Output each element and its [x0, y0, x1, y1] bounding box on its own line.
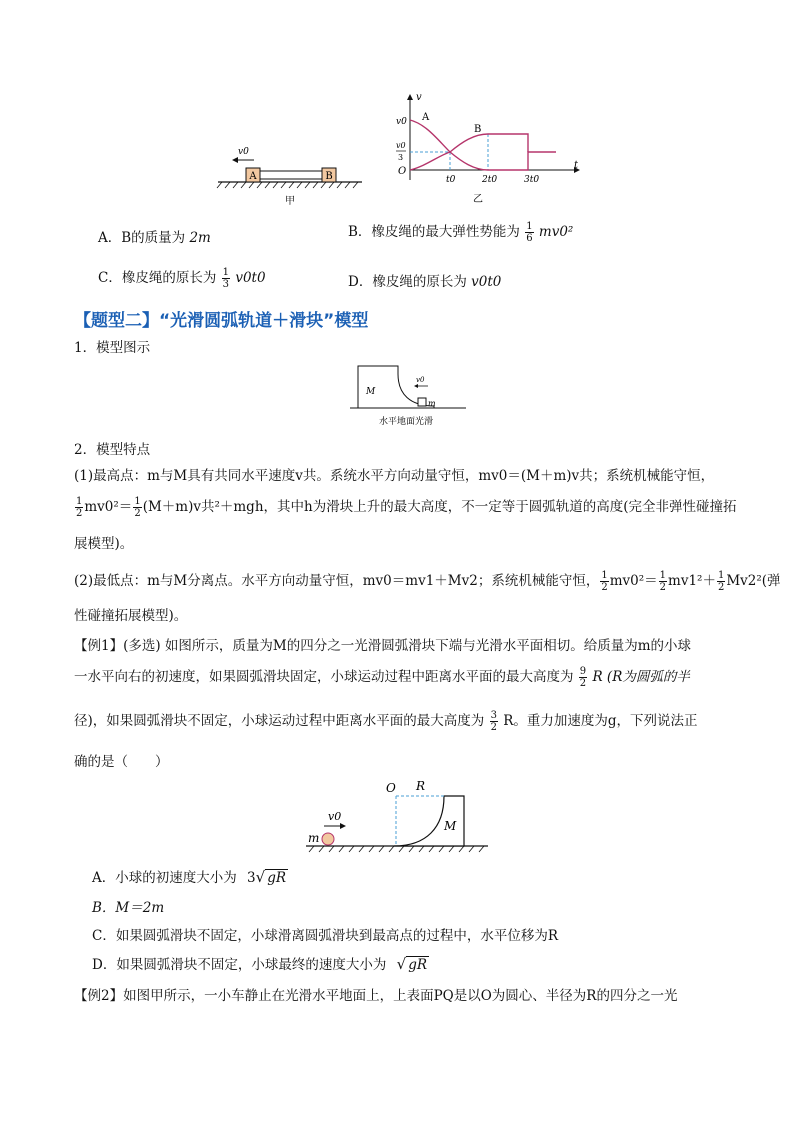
t3-label: 3t0: [524, 175, 540, 185]
arc-M-label: M: [444, 819, 457, 833]
option-2c: C．如果圆弧滑块不固定，小球滑离圆弧滑块到最高点的过程中，水平位移为R: [92, 928, 558, 944]
figure-jia-caption: 甲: [285, 196, 295, 207]
ball: [322, 833, 334, 845]
option-1b-fraction: $\frac{1}{6}$: [526, 221, 533, 244]
t0-label: t0: [446, 175, 456, 185]
option-1d-text: D．橡皮绳的原长为: [348, 274, 467, 290]
ex1-line2: 一水平向右的初速度，如果圆弧滑块固定，小球运动过程中距离水平面的最大高度为 $\frac{9}{2}$ R (R为圆弧的半: [74, 666, 690, 689]
option-2a: A．小球的初速度大小为 3√ gR: [92, 868, 287, 886]
model-M-label: M: [366, 387, 376, 397]
option-1c-text: C．橡皮绳的原长为: [98, 270, 217, 286]
option-1b-tail: mv0²: [538, 224, 574, 240]
model-m-label: m: [428, 399, 436, 408]
curve-a-label: A: [422, 112, 430, 123]
model-v0-label: v0: [416, 376, 425, 384]
option-1d-tail: v0t0: [471, 274, 502, 290]
model-figure: [348, 360, 468, 432]
t2-label: 2t0: [482, 175, 498, 185]
option-1c-tail: v0t0: [235, 270, 266, 286]
option-1a-text: A．B的质量为: [98, 230, 186, 246]
figure-jia: [210, 140, 370, 210]
v0-third-num: v0: [396, 141, 406, 150]
para1-line3: 展模型)。: [74, 536, 134, 552]
figure-yi-vt-graph: [386, 90, 586, 208]
model-small-block: [418, 398, 426, 406]
block-a-label: A: [249, 171, 257, 182]
option-1c-fraction: $\frac{1}{3}$: [222, 267, 230, 290]
ex2-line1: 【例2】如图甲所示，一小车静止在光滑水平地面上，上表面PQ是以O为圆心、半径为R的四分之一光: [74, 988, 678, 1004]
option-1b: [348, 220, 573, 244]
v0-third-den: 3: [398, 153, 404, 162]
section-heading: 【题型二】“光滑圆弧轨道＋滑块”模型: [74, 311, 369, 331]
option-2d: D．如果圆弧滑块不固定，小球最终的速度大小为 √ gR: [92, 955, 427, 973]
curve-a: [410, 120, 556, 170]
option-1d: [348, 270, 501, 290]
arc-m-label: m: [308, 831, 320, 845]
origin-label: O: [398, 166, 407, 177]
para2-line2: 性碰撞拓展模型)。: [74, 608, 188, 624]
arrow-v0-label: v0: [238, 147, 249, 157]
arc-O-label: O: [386, 781, 396, 795]
option-1a-value: 2m: [189, 230, 211, 246]
block-b-label: B: [325, 171, 333, 182]
axis-t-label: t: [574, 160, 579, 171]
para1-line1: (1)最高点：m与M具有共同水平速度v共。系统水平方向动量守恒，mv0＝(M＋m)v共；系统机械能守恒，: [74, 468, 715, 484]
arc-figure: [304, 776, 494, 856]
option-2b: B．M＝2m: [92, 900, 165, 916]
para1-line2: $\frac{1}{2}$ mv0²＝ $\frac{1}{2}$ (M＋m)v共²＋mgh，其中h为滑块上升的最大高度，不一定等于圆弧轨道的高度(完全非弹性碰撞拓: [76, 496, 737, 519]
v0-tick-label: v0: [396, 117, 407, 127]
figure-yi-caption: 乙: [473, 194, 483, 205]
option-1c: [98, 266, 266, 290]
section-2-title: 2．模型特点: [74, 442, 151, 458]
arc-v0-label: v0: [328, 810, 342, 823]
axis-v-label: v: [416, 92, 422, 103]
arc-R-label: R: [416, 779, 426, 793]
ex1-line4: 确的是（ ）: [74, 754, 169, 770]
ex1-line3: 径)，如果圆弧滑块不固定，小球运动过程中距离水平面的最大高度为 $\frac{3}{2}$ R。重力加速度为g，下列说法正: [74, 710, 698, 733]
curve-b-label: B: [474, 124, 482, 135]
option-1b-text: B．橡皮绳的最大弹性势能为: [348, 224, 520, 240]
ex1-line1: 【例1】(多选) 如图所示，质量为M的四分之一光滑圆弧滑块下端与光滑水平面相切。给质量为m的小球: [74, 638, 692, 654]
option-1a: [98, 226, 211, 246]
model-caption: 水平地面光滑: [378, 417, 434, 427]
section-1-title: 1．模型图示: [74, 340, 151, 356]
para2-line1: (2)最低点：m与M分离点。水平方向动量守恒，mv0＝mv1＋Mv2；系统机械能守恒， $\frac{1}{2}$ mv0²＝ $\frac{1}{2}$ mv1²＋ $\frac{1}{2}$ Mv2²(弹: [74, 570, 781, 593]
